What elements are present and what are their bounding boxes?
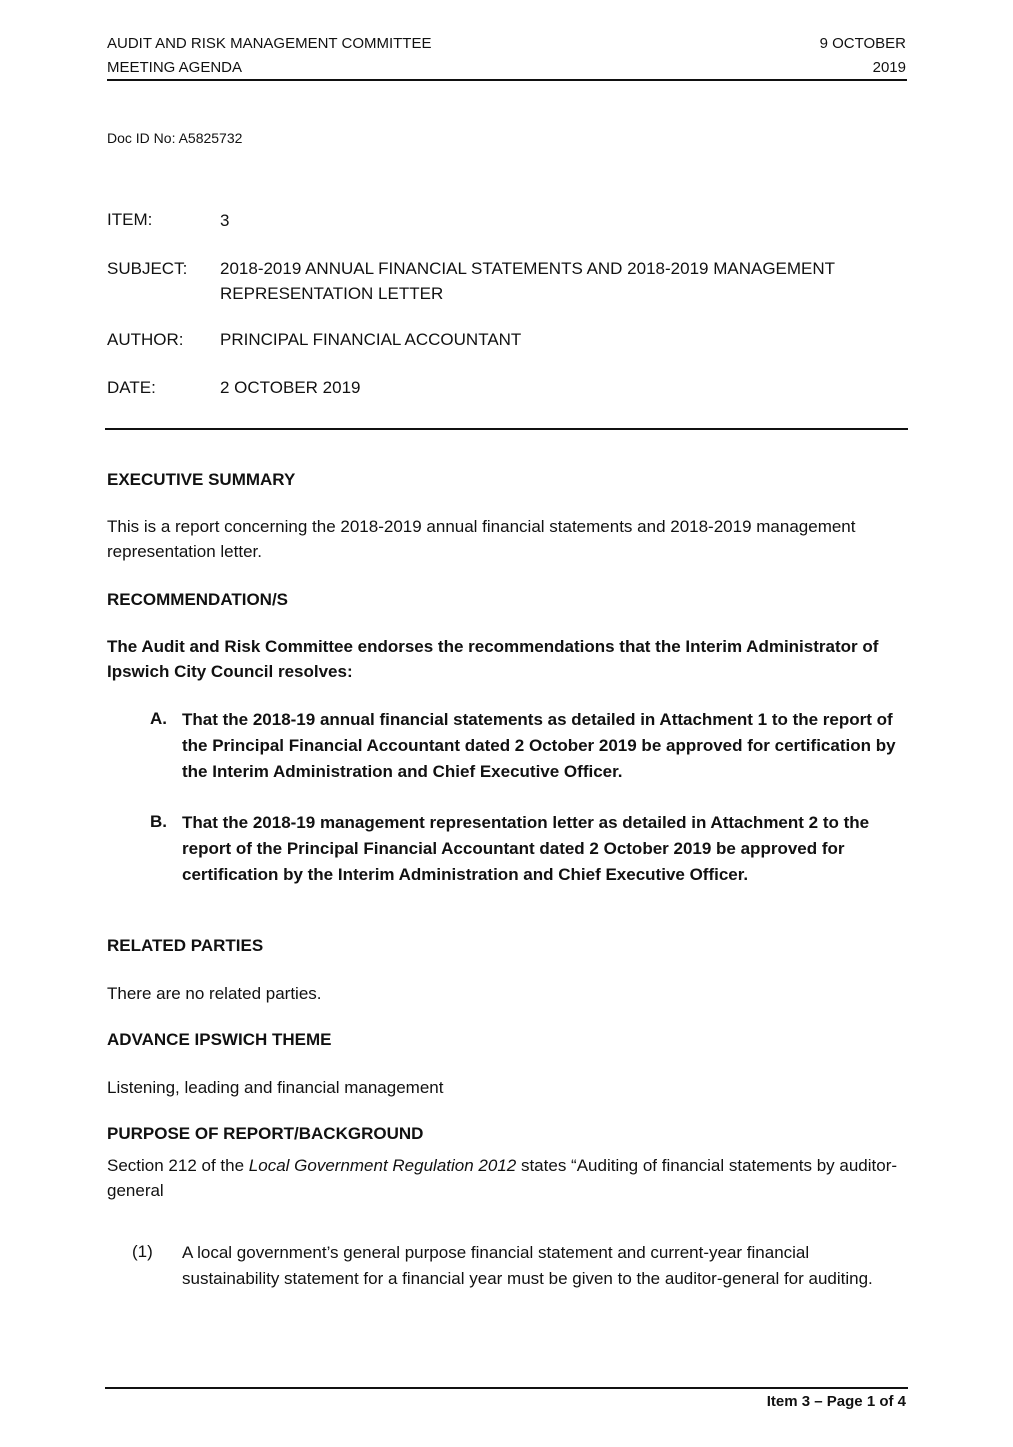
header-left xyxy=(107,32,431,80)
doc-id: Doc ID No: A5825732 xyxy=(107,130,243,146)
recommendations-heading: RECOMMENDATION/S xyxy=(107,590,289,609)
clause-text: A local government’s general purpose financial statement and current-year financial sustainability statement for a financial year must be given to the auditor-general for auditing. xyxy=(182,1243,873,1288)
purpose-text xyxy=(107,1153,907,1203)
recommendation-a-marker: A. xyxy=(150,709,167,728)
date-value: 2 OCTOBER 2019 xyxy=(220,378,361,397)
recommendation-b-text: That the 2018-19 management representation letter as detailed in Attachment 2 to the report of the Principal Financial Accountant dated 2 October 2019 be approved for certification by the Interim Administration and Chief Executive Officer. xyxy=(182,813,870,884)
executive-summary-heading: EXECUTIVE SUMMARY xyxy=(107,470,296,489)
footer-divider xyxy=(105,1387,908,1389)
theme-heading: ADVANCE IPSWICH THEME xyxy=(107,1030,332,1049)
purpose-heading: PURPOSE OF REPORT/BACKGROUND xyxy=(107,1124,424,1143)
meta-divider xyxy=(105,428,908,430)
theme-text: Listening, leading and financial management xyxy=(107,1078,444,1097)
purpose-text-start: Section 212 of the xyxy=(107,1156,249,1175)
author-value: PRINCIPAL FINANCIAL ACCOUNTANT xyxy=(220,330,522,349)
recommendation-a-text: That the 2018-19 annual financial statements as detailed in Attachment 1 to the report of the Principal Financial Accountant dated 2 October 2019 be approved for certification by the Interim Administration and Chief Executive Officer. xyxy=(182,710,896,781)
related-parties-text: There are no related parties. xyxy=(107,984,322,1003)
clause-marker: (1) xyxy=(132,1242,153,1261)
date-label: DATE: xyxy=(107,378,156,397)
related-parties-heading: RELATED PARTIES xyxy=(107,936,264,955)
executive-summary-text: This is a report concerning the 2018-2019 annual financial statements and 2018-2019 management representation letter. xyxy=(107,517,856,561)
author-label: AUTHOR: xyxy=(107,330,184,349)
subject-value: 2018-2019 ANNUAL FINANCIAL STATEMENTS AND 2018-2019 MANAGEMENT REPRESENTATION LETTER xyxy=(220,259,835,303)
page-footer: Item 3 – Page 1 of 4 xyxy=(766,1393,906,1410)
meeting-date-line2: 2019 xyxy=(872,59,906,76)
header-divider xyxy=(107,79,907,81)
meeting-date-line1: 9 OCTOBER xyxy=(819,35,906,52)
recommendation-b-marker: B. xyxy=(150,812,167,831)
item-value: 3 xyxy=(220,211,230,230)
header-right xyxy=(820,32,906,80)
regulation-title: Local Government Regulation 2012 xyxy=(248,1156,517,1175)
subject-label: SUBJECT: xyxy=(107,259,188,278)
committee-name: AUDIT AND RISK MANAGEMENT COMMITTEE xyxy=(107,35,432,52)
purpose-text-end: states “Auditing of financial statements by auditor-general xyxy=(107,1156,898,1200)
agenda-label: MEETING AGENDA xyxy=(107,59,243,76)
item-label: ITEM: xyxy=(107,210,153,229)
recommendations-intro: The Audit and Risk Committee endorses the recommendations that the Interim Administrator of Ipswich City Council resolves: xyxy=(107,637,879,681)
